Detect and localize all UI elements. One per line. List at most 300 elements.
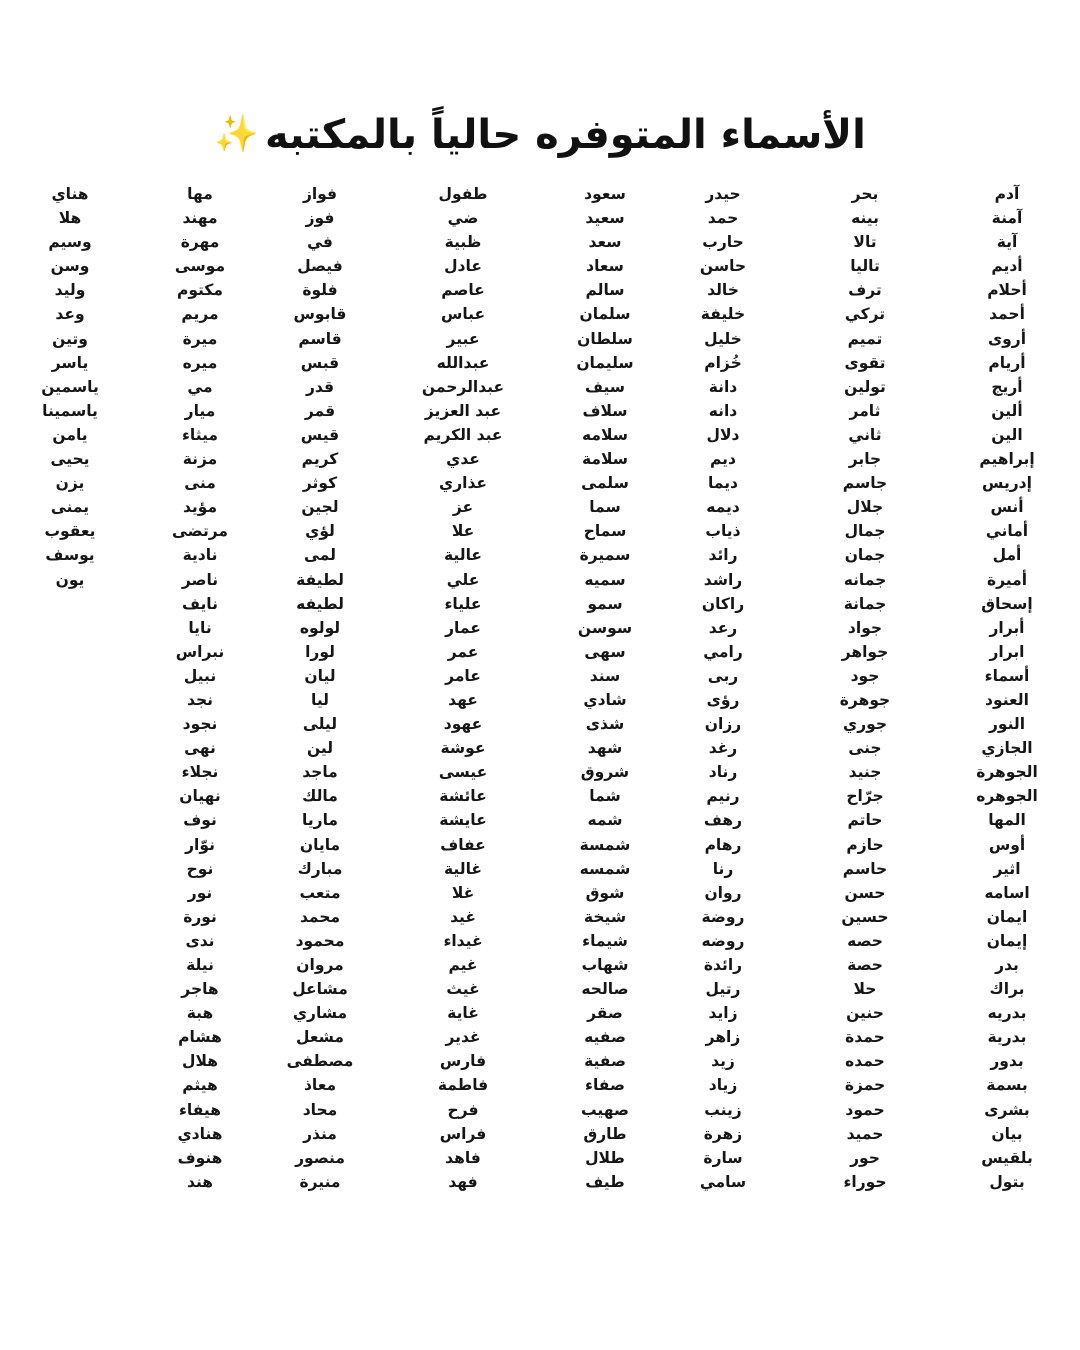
name-item: حمده	[845, 1052, 885, 1071]
name-item: لطيفة	[296, 570, 344, 589]
name-item: زهرة	[703, 1124, 743, 1143]
name-item: يحيى	[50, 450, 90, 469]
names-column-2	[790, 182, 940, 1194]
name-item: فاهد	[445, 1148, 481, 1167]
name-item: حاسم	[842, 859, 888, 878]
name-item: نجود	[182, 715, 218, 734]
name-item: قابوس	[293, 305, 347, 324]
name-item: فرح	[447, 1100, 479, 1119]
name-item: مشاري	[292, 1004, 348, 1023]
names-column-4	[530, 182, 680, 1194]
name-item: جرّاح	[846, 787, 884, 806]
name-item: قبس	[300, 353, 340, 372]
name-item: عبدالله	[436, 353, 490, 372]
name-item: آية	[996, 233, 1018, 252]
name-item: مزنة	[182, 450, 218, 469]
name-item: زينب	[704, 1100, 742, 1119]
name-item: في	[307, 233, 333, 252]
name-item: غدير	[445, 1028, 481, 1047]
name-item: حاسن	[699, 257, 747, 276]
name-item: عيسى	[438, 763, 488, 782]
name-item: أنس	[990, 498, 1024, 517]
name-item: نهى	[184, 739, 216, 758]
name-item: جواهر	[841, 642, 889, 661]
name-item: إبراهيم	[979, 450, 1035, 469]
name-item: يعقوب	[44, 522, 96, 541]
name-item: روضة	[701, 907, 745, 926]
name-item: جنى	[848, 739, 882, 758]
name-item: تقوى	[844, 353, 886, 372]
name-item: هيفاء	[179, 1100, 221, 1119]
name-item: شوق	[585, 883, 625, 902]
name-item: خليل	[704, 329, 742, 348]
name-item: ميرة	[182, 329, 218, 348]
name-item: عهد	[448, 690, 478, 709]
name-item: زياد	[708, 1076, 738, 1095]
name-item: فلوة	[302, 281, 338, 300]
name-item: المها	[988, 811, 1026, 830]
name-item: يوسف	[45, 546, 95, 565]
name-item: شمسة	[579, 835, 631, 854]
name-item: رؤى	[706, 690, 740, 709]
name-item: نجد	[187, 690, 213, 709]
name-item: رغد	[708, 739, 738, 758]
name-item: مشاعل	[292, 980, 348, 999]
name-item: لؤي	[305, 522, 335, 541]
name-item: نوف	[183, 811, 217, 830]
name-item: صالحه	[581, 980, 629, 999]
name-item: مشعل	[296, 1028, 344, 1047]
name-item: راكان	[701, 594, 745, 613]
name-item: حمزة	[844, 1076, 886, 1095]
name-item: ميثاء	[182, 425, 218, 444]
name-item: منى	[184, 474, 216, 493]
name-item: محمد	[299, 907, 341, 926]
name-item: اسامه	[984, 883, 1030, 902]
name-item: أسماء	[984, 666, 1030, 685]
name-item: فهد	[448, 1172, 478, 1191]
name-item: تركي	[844, 305, 886, 324]
name-item: خالد	[707, 281, 739, 300]
name-item: معاذ	[303, 1076, 337, 1095]
name-item: فاطمة	[437, 1076, 489, 1095]
name-item: نجلاء	[181, 763, 219, 782]
names-grid	[0, 182, 1080, 1202]
name-item: هلال	[182, 1052, 218, 1071]
name-item: حاتم	[847, 811, 883, 830]
name-item: ماجد	[302, 763, 338, 782]
name-item: حيدر	[705, 185, 741, 203]
name-item: صقر	[587, 1004, 623, 1023]
name-item: حميد	[846, 1124, 884, 1143]
name-item: شهاب	[581, 956, 629, 974]
name-item: منصور	[295, 1148, 345, 1167]
name-item: عالية	[444, 546, 482, 565]
name-item: مها	[187, 185, 213, 203]
name-item: ديما	[708, 474, 738, 493]
name-item: حسن	[844, 883, 886, 902]
name-item: جواد	[847, 618, 883, 637]
name-item: شهد	[587, 739, 623, 758]
name-item: سامي	[699, 1172, 747, 1191]
name-item: محمود	[295, 931, 345, 950]
name-item: ضي	[447, 209, 479, 228]
name-item: مرتضى	[171, 522, 228, 541]
name-item: فيصل	[297, 257, 343, 276]
name-item: يامن	[52, 425, 88, 444]
name-item: رنا	[712, 859, 734, 878]
name-item: نورة	[183, 907, 217, 926]
name-item: آدم	[994, 185, 1020, 203]
name-item: حصة	[847, 956, 883, 974]
name-item: عفاف	[440, 835, 486, 854]
name-item: مهند	[182, 209, 218, 228]
name-item: النور	[988, 715, 1026, 734]
name-item: عهود	[443, 715, 483, 734]
name-item: قيس	[300, 425, 340, 444]
name-item: بينه	[851, 209, 879, 228]
name-item: سعيد	[585, 209, 625, 228]
name-item: غيم	[448, 956, 478, 974]
name-item: جاسم	[842, 474, 888, 493]
title-text: الأسماء المتوفره حالياً بالمكتبه	[265, 112, 866, 158]
name-item: وعد	[55, 305, 85, 324]
name-item: حمدة	[845, 1028, 885, 1047]
name-item: عبير	[446, 329, 480, 348]
name-item: سلامة	[581, 450, 628, 469]
name-item: شادي	[583, 690, 627, 709]
name-item: متعب	[299, 883, 341, 902]
names-column-1	[932, 182, 1080, 1194]
name-item: نيلة	[186, 956, 214, 974]
name-item: روضه	[701, 931, 745, 950]
name-item: فارس	[439, 1052, 487, 1071]
name-item: رهام	[704, 835, 742, 854]
name-item: حازم	[846, 835, 884, 854]
name-item: بحر	[851, 185, 879, 203]
name-item: زاهر	[705, 1028, 741, 1047]
name-item: أديم	[991, 257, 1023, 276]
name-item: عذاري	[439, 474, 487, 493]
name-item: أماني	[985, 522, 1029, 541]
name-item: أبرار	[989, 618, 1025, 637]
name-item: ياسر	[51, 353, 89, 372]
name-item: إسحاق	[981, 594, 1033, 613]
name-item: جوهرة	[839, 690, 891, 709]
name-item: أريج	[991, 377, 1023, 396]
name-item: نور	[187, 883, 213, 902]
name-item: أمل	[992, 546, 1022, 565]
name-item: كريم	[301, 450, 339, 469]
name-item: رتيل	[705, 980, 741, 999]
name-item: شذى	[585, 715, 625, 734]
name-item: أميرة	[986, 570, 1028, 589]
name-item: سميرة	[579, 546, 631, 565]
name-item: أريام	[988, 353, 1026, 372]
name-item: هاجر	[181, 980, 219, 999]
name-item: روان	[704, 883, 742, 902]
name-item: لين	[306, 739, 334, 758]
name-item: صهيب	[581, 1100, 629, 1119]
name-item: غالية	[444, 859, 482, 878]
names-column-7	[125, 182, 275, 1194]
page-title	[0, 108, 1080, 162]
name-item: حور	[850, 1148, 880, 1167]
name-item: سماح	[583, 522, 627, 541]
name-item: أحلام	[987, 281, 1027, 300]
name-item: عادل	[444, 257, 482, 276]
name-item: جلال	[846, 498, 884, 517]
name-item: جابر	[848, 450, 882, 469]
name-item: محاد	[302, 1100, 338, 1119]
name-item: بيان	[991, 1124, 1023, 1143]
name-item: عائشة	[439, 787, 487, 806]
name-item: أحمد	[989, 305, 1025, 324]
name-item: طارق	[583, 1124, 627, 1143]
name-item: وتين	[52, 329, 88, 348]
name-item: مبارك	[297, 859, 343, 878]
name-item: بتول	[989, 1172, 1025, 1191]
name-item: منيرة	[299, 1172, 341, 1191]
name-item: الجوهره	[976, 787, 1038, 806]
name-item: هناي	[51, 185, 89, 203]
name-item: مكتوم	[176, 281, 223, 300]
name-item: ندى	[185, 931, 215, 950]
name-item: لجين	[301, 498, 339, 517]
name-item: مالك	[302, 787, 338, 806]
name-item: لورا	[305, 642, 335, 661]
name-item: إيمان	[986, 931, 1028, 950]
name-item: مصطفى	[286, 1052, 354, 1071]
name-item: لطيفه	[296, 594, 344, 613]
name-item: سوسن	[577, 618, 633, 637]
name-item: بدر	[995, 956, 1019, 974]
name-item: شروق	[580, 763, 630, 782]
name-item: غيداء	[443, 931, 483, 950]
name-item: خليفة	[700, 305, 746, 324]
name-item: حمد	[707, 209, 739, 228]
name-item: دانه	[708, 401, 738, 420]
name-item: حنين	[846, 1004, 884, 1023]
name-item: أوس	[988, 835, 1026, 854]
name-item: ربى	[707, 666, 739, 685]
name-item: جوري	[842, 715, 888, 734]
name-item: طيف	[585, 1172, 625, 1191]
name-item: عز	[452, 498, 474, 517]
name-item: قمر	[304, 401, 336, 420]
name-item: طلال	[585, 1148, 625, 1167]
name-item: أروى	[987, 329, 1027, 348]
name-item: نايا	[188, 618, 212, 637]
name-item: شمسه	[579, 859, 631, 878]
name-item: شما	[589, 787, 621, 806]
name-item: تاليا	[850, 257, 880, 276]
name-item: غاية	[447, 1004, 479, 1023]
name-item: حمود	[845, 1100, 885, 1119]
name-item: هنادي	[177, 1124, 223, 1143]
name-item: لمى	[304, 546, 336, 565]
name-item: حوراء	[843, 1172, 887, 1191]
name-item: حارب	[702, 233, 744, 252]
name-item: علا	[451, 522, 475, 541]
name-item: سعود	[584, 185, 626, 203]
name-item: ديم	[710, 450, 736, 469]
name-item: يزن	[55, 474, 85, 493]
name-item: غيد	[450, 907, 476, 926]
name-item: وسن	[50, 257, 90, 276]
name-item: رائدة	[703, 956, 743, 974]
name-item: صفاء	[585, 1076, 625, 1095]
name-item: يون	[55, 570, 85, 589]
name-item: قدر	[305, 377, 335, 396]
name-item: عاصم	[441, 281, 485, 300]
name-item: زيد	[711, 1052, 735, 1071]
name-item: ليلى	[302, 715, 338, 734]
name-item: صفية	[584, 1052, 626, 1071]
name-item: وليد	[54, 281, 86, 300]
name-item: عدي	[446, 450, 480, 469]
name-item: سعاد	[586, 257, 624, 276]
sparkles-icon: ✨	[214, 114, 259, 155]
name-item: هنوف	[177, 1148, 223, 1167]
name-item: الجوهرة	[976, 763, 1038, 782]
name-item: آمنة	[991, 209, 1023, 228]
name-item: كوثر	[302, 474, 338, 493]
name-item: سلطان	[577, 329, 633, 348]
name-item: غيث	[446, 980, 480, 999]
name-item: رائد	[708, 546, 738, 565]
name-item: رنيم	[706, 787, 740, 806]
name-item: هند	[186, 1172, 214, 1191]
name-item: ياسمينا	[42, 401, 98, 420]
name-item: رهف	[703, 811, 743, 830]
name-item: طفول	[438, 185, 488, 203]
name-item: دانة	[708, 377, 738, 396]
name-item: نايف	[182, 594, 218, 613]
name-item: هبة	[186, 1004, 214, 1023]
name-item: ناصر	[181, 570, 219, 589]
name-item: سالم	[585, 281, 625, 300]
name-item: فراس	[439, 1124, 487, 1143]
name-item: وسيم	[48, 233, 92, 252]
name-item: يمنى	[50, 498, 90, 517]
name-item: الجازي	[981, 739, 1033, 758]
name-item: شمه	[587, 811, 623, 830]
name-item: راشد	[703, 570, 743, 589]
name-item: ألين	[991, 401, 1023, 420]
name-item: ابرار	[989, 642, 1025, 661]
name-item: نوح	[186, 859, 214, 878]
name-item: ثاني	[848, 425, 882, 444]
names-column-8	[0, 182, 145, 592]
names-column-5	[388, 182, 538, 1194]
name-item: سارة	[703, 1148, 743, 1167]
name-item: علياء	[444, 594, 482, 613]
name-item: جنيد	[848, 763, 882, 782]
name-item: سلامه	[581, 425, 628, 444]
name-item: مريم	[181, 305, 219, 324]
name-item: جمانة	[843, 594, 887, 613]
name-item: حلا	[853, 980, 877, 999]
name-item: صفيه	[584, 1028, 626, 1047]
name-item: براك	[989, 980, 1025, 999]
name-item: موسى	[174, 257, 226, 276]
name-item: سعد	[588, 233, 622, 252]
name-item: خُزام	[704, 353, 742, 372]
name-item: نهيان	[179, 787, 221, 806]
name-item: بدرية	[987, 1028, 1027, 1047]
name-item: لولوه	[299, 618, 341, 637]
name-item: مي	[187, 377, 213, 396]
name-item: مؤيد	[182, 498, 218, 517]
name-item: ديمه	[706, 498, 740, 517]
name-item: سميه	[584, 570, 626, 589]
name-item: هلا	[58, 209, 82, 228]
name-item: سلاف	[582, 401, 628, 420]
name-item: سلمى	[581, 474, 629, 493]
name-item: دلال	[706, 425, 740, 444]
name-item: عباس	[440, 305, 486, 324]
name-item: مهرة	[180, 233, 220, 252]
name-item: شيخة	[583, 907, 627, 926]
name-item: سليمان	[576, 353, 634, 372]
name-item: عبد الكريم	[423, 425, 503, 444]
name-item: جمان	[844, 546, 886, 565]
name-item: الين	[991, 425, 1023, 444]
name-item: ترف	[848, 281, 882, 300]
name-item: تميم	[847, 329, 883, 348]
name-item: نوّار	[185, 835, 215, 854]
name-item: رناد	[708, 763, 738, 782]
name-item: سند	[589, 666, 621, 685]
name-item: ظبية	[444, 233, 482, 252]
name-item: غلا	[451, 883, 475, 902]
name-item: جمانه	[843, 570, 887, 589]
name-item: عبد العزيز	[424, 401, 502, 420]
name-item: سهى	[584, 642, 626, 661]
name-item: ليان	[304, 666, 336, 685]
name-item: عمر	[447, 642, 479, 661]
name-item: ليا	[311, 690, 329, 709]
name-item: قاسم	[298, 329, 342, 348]
name-item: عايشة	[439, 811, 487, 830]
name-item: بسمة	[986, 1076, 1028, 1095]
name-item: تولين	[844, 377, 886, 396]
name-item: حصه	[847, 931, 883, 950]
name-item: منذر	[303, 1124, 337, 1143]
name-item: بلقيس	[981, 1148, 1033, 1167]
name-item: ياسمين	[41, 377, 99, 396]
name-item: شيماء	[582, 931, 628, 950]
name-item: العنود	[985, 690, 1029, 709]
name-item: نبراس	[175, 642, 225, 661]
name-item: ماريا	[302, 811, 338, 830]
name-item: فوز	[305, 209, 335, 228]
name-item: جمال	[844, 522, 886, 541]
name-item: بشرى	[984, 1100, 1030, 1119]
name-item: زايد	[708, 1004, 738, 1023]
name-item: سمو	[587, 594, 623, 613]
name-item: بدور	[990, 1052, 1024, 1071]
name-item: جود	[850, 666, 880, 685]
name-item: رعد	[708, 618, 738, 637]
name-item: علي	[446, 570, 480, 589]
name-item: عوشة	[440, 739, 486, 758]
name-item: ميره	[182, 353, 218, 372]
name-item: مروان	[296, 956, 344, 974]
name-item: ميار	[184, 401, 216, 420]
name-item: سما	[589, 498, 621, 517]
